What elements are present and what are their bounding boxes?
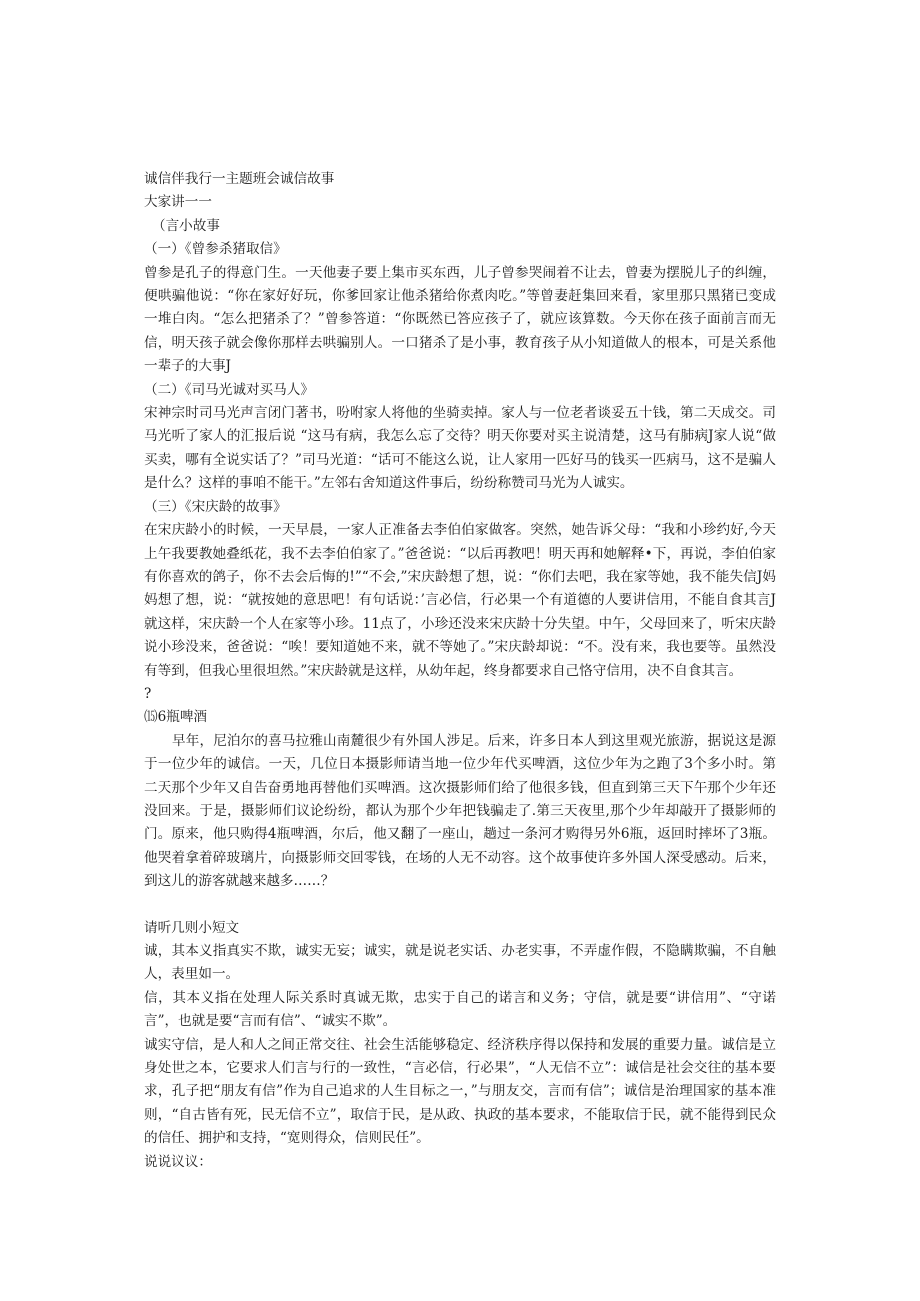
story-2-body: 宋神宗时司马光声言闭门著书，吩咐家人将他的坐骑卖掉。家人与一位老者谈妥五十钱，第二天成交。司马光听了家人的汇报后说 “这马有病，我怎么忘了交待？明天你要对买主说清楚，这马有肺病J家人说“做买卖，哪有全说实话了？”司马光道：“话可不能这么说，让人家用一匹好马的钱买一匹病马，这不是骗人是什么？这样的事咱不能干。”左邻右舍知道这件事后，纷纷称赞司马光为人诚实。 [144,405,776,492]
story-2-heading: （二）《司马光诚对买马人》 [144,381,314,398]
document-page [144,168,776,1174]
closing-prompt: 说说议议： [144,1153,212,1170]
story-1-heading: （一）《曾参杀猪取信》 [144,241,287,258]
short-texts-heading: 请听几则小短文 [144,919,240,936]
story-1-body: 曾参是孔子的得意门生。一天他妻子要上集市买东西，儿子曾参哭闹着不让去，曾妻为摆脱儿子的纠缠，便哄骗他说：“你在家好好玩，你爹回家让他杀猪给你煮肉吃。”等曾妻赶集回来看，家里那只黑猪已变成一堆白肉。“怎么把猪杀了？”曾参答道：“你既然已答应孩子了，就应该算数。今天你在孩子面前言而无信，明天孩子就会像你那样去哄骗别人。一口猪杀了是小事，教育孩子从小知道做人的根本，可是关系他一辈子的大事J [144,264,776,375]
story-3-heading: （三）《宋庆龄的故事》 [144,498,287,515]
story-3-body: 在宋庆龄小的时候，一天早晨，一家人正准备去李伯伯家做客。突然，她告诉父母：“我和小珍约好,今天上午我要教她叠纸花，我不去李伯伯家了。”爸爸说：“以后再教吧！明天再和她解释•下，再说，李伯伯家有你喜欢的鸽子，你不去会后悔的!”“不会,”宋庆龄想了想，说：“你们去吧，我在家等她，我不能失信J妈妈想了想，说：“就按她的意思吧！有句话说：’言必信，行必果一个有道德的人要讲信用，不能自食其言J就这样，宋庆龄一个人在家等小珍。11点了，小珍还没来宋庆龄十分失望。中午，父母回来了，听宋庆龄说小珍没来，爸爸说：“唉！要知道她不来，就不等她了。”宋庆龄却说：“不。没有来，我也要等。虽然没有等到，但我心里很坦然。”宋庆龄就是这样，从幼年起，终身都要求自己恪守信用，决不自食其言。 [144,522,776,679]
document-title: 诚信伴我行一主题班会诚信故事 [144,171,335,187]
document-subtitle: 大家讲一一 [144,194,212,211]
paragraph-gap [144,894,776,917]
story-4-body: 早年，尼泊尔的喜马拉雅山南麓很少有外国人涉足。后来，许多日本人到这里观光旅游，据说这是源于一位少年的诚信。一天，几位日本摄影师请当地一位少年代买啤酒，这位少年为之跑了3个多小时。第二天那个少年又自告奋勇地再替他们买啤酒。这次摄影师们给了他很多钱，但直到第三天下午那个少年还没回来。于是，摄影师们议论纷纷，都认为那个少年把钱骗走了.第三天夜里,那个少年却敲开了摄影师的门。原来，他只购得4瓶啤酒，尔后，他又翻了一座山，趟过一条河才购得另外6瓶，返回时摔坏了3瓶。他哭着拿着碎玻璃片，向摄影师交回零钱，在场的人无不动容。这个故事使许多外国人深受感动。后来，到这儿的游客就越来越多……？ [144,732,776,890]
section-intro: （言小故事 [152,217,220,234]
short-text-paragraph: 信，其本义指在处理人际关系时真诚无欺，忠实于自己的诺言和义务；守信，就是要“讲信用”、“守诺言”，也就是要“言而有信”、“诚实不欺”。 [144,989,776,1030]
story-4-heading: ⒂6瓶啤酒 [144,709,208,726]
short-text-paragraph: 诚实守信，是人和人之间正常交往、社会生活能够稳定、经济秩序得以保持和发展的重要力量。诚信是立身处世之本，它要求人们言与行的一致性，“言必信，行必果”，“人无信不立”：诚信是社会交往的基本要求，孔子把“朋友有信”作为自己追求的人生目标之一，”与朋友交，言而有信”；诚信是治理国家的基本准则，“自古皆有死，民无信不立”，取信于民，是从政、执政的基本要求，不能取信于民，就不能得到民众的信任、拥护和支持，“宽则得众，信则民任”。 [144,1036,776,1147]
short-text-paragraph: 诚，其本义指真实不欺，诚实无妄；诚实，就是说老实话、办老实事，不弄虚作假，不隐瞒欺骗，不自触人，表里如一。 [144,943,776,983]
stray-mark: ? [144,685,152,702]
